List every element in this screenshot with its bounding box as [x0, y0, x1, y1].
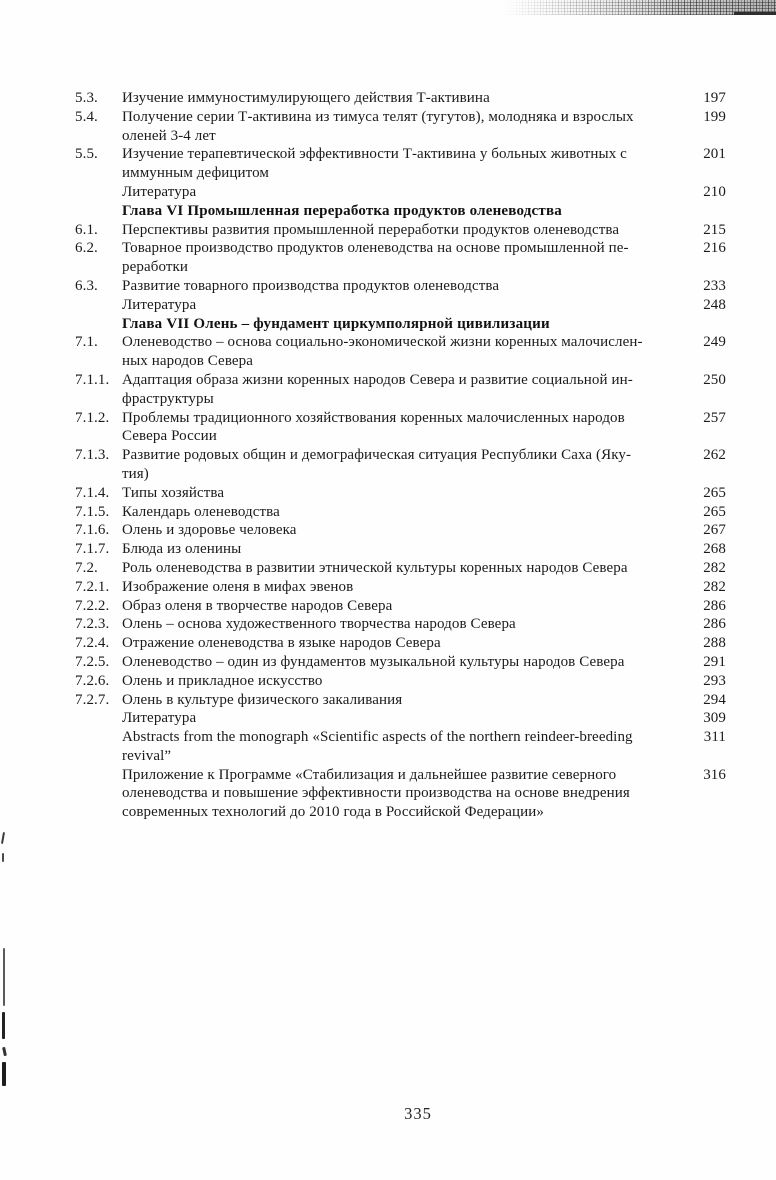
toc-entry-title — [122, 108, 682, 146]
toc-entry-title — [122, 672, 682, 691]
toc-entry — [0, 728, 776, 766]
toc-entry-title — [122, 296, 682, 315]
toc-entry-number: 7.1.3. — [75, 447, 110, 464]
toc-entry-title — [122, 446, 682, 484]
toc-entry-title — [122, 691, 682, 710]
toc-entry-line: Приложение к Программе «Стабилизация и дальнейшее развитие северного — [122, 766, 617, 783]
toc-entry — [0, 615, 776, 634]
toc-entry — [0, 672, 776, 691]
toc-entry-line: Развитие родовых общин и демографическая ситуация Республики Саха (Яку- — [122, 447, 632, 464]
toc-entry-line: Олень в культуре физического закаливания — [122, 691, 403, 708]
scan-artifact — [3, 948, 5, 1006]
toc-entry — [0, 221, 776, 240]
toc-entry — [0, 503, 776, 522]
toc-entry-page: 199 — [703, 108, 726, 125]
toc-entry-line: Изображение оленя в мифах эвенов — [122, 578, 354, 595]
toc-entry-number: 7.2.3. — [75, 616, 110, 633]
toc-entry-number: 7.1.7. — [75, 541, 110, 558]
toc-entry-page: 282 — [703, 578, 726, 595]
toc-entry-line: оленей 3-4 лет — [122, 127, 216, 144]
toc-entry — [0, 409, 776, 447]
toc-entry-line: Получение серии Т-активина из тимуса телят (тугутов), молодняка и взрослых — [122, 108, 634, 125]
toc-entry-line: Изучение терапевтической эффективности Т-активина у больных животных с — [122, 146, 627, 163]
toc-entry-page: 293 — [703, 672, 726, 689]
toc-entry-title — [122, 221, 682, 240]
toc-entry-line: Типы хозяйства — [122, 484, 225, 501]
toc-entry-line: Адаптация образа жизни коренных народов Севера и развитие социальной ин- — [122, 371, 633, 388]
toc-entry-line: Календарь оленеводства — [122, 503, 280, 520]
toc-entry-line: Товарное производство продуктов оленеводства на основе промышленной пе- — [122, 240, 629, 257]
toc-entry-number: 7.2.1. — [75, 578, 110, 595]
toc-entry-page: 250 — [703, 371, 726, 388]
toc-entry-title — [122, 277, 682, 296]
toc-entry-line: revival” — [122, 747, 172, 764]
toc-entry-line: Роль оленеводства в развитии этнической культуры коренных народов Севера — [122, 559, 628, 576]
scan-artifact — [2, 853, 4, 862]
toc-entry-line: фраструктуры — [122, 390, 214, 407]
toc-entry-number: 7.1.5. — [75, 503, 110, 520]
toc-entry-line: Развитие товарного производства продуктов оленеводства — [122, 277, 500, 294]
toc-entry-number: 6.3. — [75, 277, 98, 294]
toc-entry — [0, 446, 776, 484]
toc-entry-line: оленеводства и повышение эффективности производства на основе внедрения — [122, 785, 630, 802]
toc-entry-number: 7.1.1. — [75, 371, 110, 388]
toc-entry-page: 257 — [703, 409, 726, 426]
toc-entry-number: 5.4. — [75, 108, 98, 125]
toc-entry-line: Образ оленя в творчестве народов Севера — [122, 597, 393, 614]
toc-entry-title — [122, 503, 682, 522]
toc-entry-line: Изучение иммуностимулирующего действия Т-активина — [122, 90, 490, 106]
toc-entry-title — [122, 333, 682, 371]
toc-entry-title — [122, 597, 682, 616]
toc-entry-line: Олень и прикладное искусство — [122, 672, 323, 689]
toc-entry-number: 7.1.6. — [75, 522, 110, 539]
toc-entry — [0, 653, 776, 672]
toc-entry-page: 268 — [703, 541, 726, 558]
toc-entry — [0, 315, 776, 334]
toc-entry-page: 233 — [703, 277, 726, 294]
toc-entry — [0, 183, 776, 202]
toc-entry-number: 6.2. — [75, 240, 98, 257]
toc-entry — [0, 559, 776, 578]
toc-entry-line: Глава VI Промышленная переработка продуктов оленеводства — [122, 202, 562, 219]
toc-entry-line: Олень – основа художественного творчества народов Севера — [122, 616, 516, 633]
toc-entry-page: 248 — [703, 296, 726, 313]
toc-entry-title — [122, 371, 682, 409]
toc-entry — [0, 277, 776, 296]
toc-entry-line: Блюда из оленины — [122, 541, 242, 558]
toc-entry-line: ных народов Севера — [122, 353, 254, 370]
toc-entry — [0, 709, 776, 728]
toc-entry-number: 5.3. — [75, 90, 98, 106]
toc-entry — [0, 202, 776, 221]
toc-entry-number: 7.2.7. — [75, 691, 110, 708]
toc-entry-line: тия) — [122, 465, 149, 482]
toc-entry-page: 294 — [703, 691, 726, 708]
toc-entry-line: реработки — [122, 259, 189, 276]
toc-entry-title — [122, 728, 682, 766]
toc-entry — [0, 634, 776, 653]
scan-artifact — [2, 1012, 5, 1039]
toc-entry-line: Оленеводство – один из фундаментов музыкальной культуры народов Севера — [122, 653, 625, 670]
toc-entry-line: Перспективы развития промышленной переработки продуктов оленеводства — [122, 221, 620, 238]
toc-entry-line: Севера России — [122, 428, 217, 445]
toc-entry-number: 7.2.4. — [75, 635, 110, 652]
toc-entry-page: 267 — [703, 522, 726, 539]
toc-entry — [0, 597, 776, 616]
table-of-contents — [0, 89, 776, 822]
toc-entry-number: 7.2.6. — [75, 672, 110, 689]
toc-entry — [0, 108, 776, 146]
toc-entry-number: 7.1. — [75, 334, 98, 351]
toc-entry-number: 7.1.4. — [75, 484, 110, 501]
toc-entry-number: 7.2.5. — [75, 653, 110, 670]
toc-entry — [0, 333, 776, 371]
toc-entry-title — [122, 484, 682, 503]
toc-entry — [0, 540, 776, 559]
toc-entry-page: 249 — [703, 334, 726, 351]
toc-entry-line: Литература — [122, 296, 197, 313]
toc-entry-title — [122, 578, 682, 597]
toc-entry-page: 262 — [703, 447, 726, 464]
toc-entry-line: иммунным дефицитом — [122, 165, 270, 182]
toc-entry-page: 311 — [703, 729, 726, 746]
toc-entry-page: 286 — [703, 597, 726, 614]
toc-entry-title — [122, 315, 682, 334]
toc-entry-title — [122, 615, 682, 634]
toc-entry-title — [122, 521, 682, 540]
toc-entry-title — [122, 239, 682, 277]
scan-artifact — [2, 1047, 7, 1056]
toc-entry — [0, 578, 776, 597]
toc-entry-line: Олень и здоровье человека — [122, 522, 297, 539]
toc-entry — [0, 691, 776, 710]
toc-entry — [0, 239, 776, 277]
toc-entry-page: 286 — [703, 616, 726, 633]
toc-entry-title — [122, 145, 682, 183]
scan-artifact — [1, 832, 5, 844]
toc-entry-line: Проблемы традиционного хозяйствования коренных малочисленных народов — [122, 409, 625, 426]
toc-entry — [0, 766, 776, 822]
toc-entry-line: Глава VII Олень – фундамент циркумполярной цивилизации — [122, 315, 550, 332]
toc-entry — [0, 484, 776, 503]
toc-entry — [0, 371, 776, 409]
toc-entry-line: Литература — [122, 710, 197, 727]
toc-entry-title — [122, 89, 682, 108]
toc-entry-page: 309 — [703, 710, 726, 727]
toc-entry-title — [122, 183, 682, 202]
toc-entry-title — [122, 634, 682, 653]
toc-entry-line: Abstracts from the monograph «Scientific aspects of the northern reindeer-breeding — [122, 729, 633, 746]
toc-entry-line: Отражение оленеводства в языке народов Севера — [122, 635, 441, 652]
toc-entry-title — [122, 409, 682, 447]
toc-entry-title — [122, 653, 682, 672]
toc-entry-page: 201 — [703, 146, 726, 163]
toc-entry-title — [122, 766, 682, 822]
toc-entry-number: 5.5. — [75, 146, 98, 163]
toc-entry — [0, 521, 776, 540]
toc-entry-title — [122, 559, 682, 578]
toc-entry-number: 6.1. — [75, 221, 98, 238]
toc-entry — [0, 145, 776, 183]
toc-entry-page: 215 — [703, 221, 726, 238]
toc-entry-title — [122, 540, 682, 559]
toc-entry-page: 288 — [703, 635, 726, 652]
toc-entry-page: 210 — [703, 183, 726, 200]
toc-entry-line: Оленеводство – основа социально-экономической жизни коренных малочислен- — [122, 334, 643, 351]
page-number: 335 — [404, 1104, 432, 1123]
toc-entry-page: 197 — [703, 90, 726, 106]
toc-entry-number: 7.1.2. — [75, 409, 110, 426]
toc-entry-title — [122, 202, 682, 221]
toc-entry-line: Литература — [122, 183, 197, 200]
toc-entry — [0, 296, 776, 315]
toc-entry-line: современных технологий до 2010 года в Российской Федерации» — [122, 804, 544, 821]
toc-entry-title — [122, 709, 682, 728]
toc-entry-page: 265 — [703, 503, 726, 520]
toc-entry-page: 282 — [703, 559, 726, 576]
toc-entry-number: 7.2.2. — [75, 597, 110, 614]
toc-entry-page: 265 — [703, 484, 726, 501]
toc-entry-number: 7.2. — [75, 559, 98, 576]
toc-entry-page: 316 — [703, 766, 726, 783]
toc-entry — [0, 89, 776, 108]
toc-entry-page: 216 — [703, 240, 726, 257]
scan-artifact — [2, 1062, 6, 1086]
toc-entry-page: 291 — [703, 653, 726, 670]
scan-edge-artifact — [734, 12, 776, 15]
